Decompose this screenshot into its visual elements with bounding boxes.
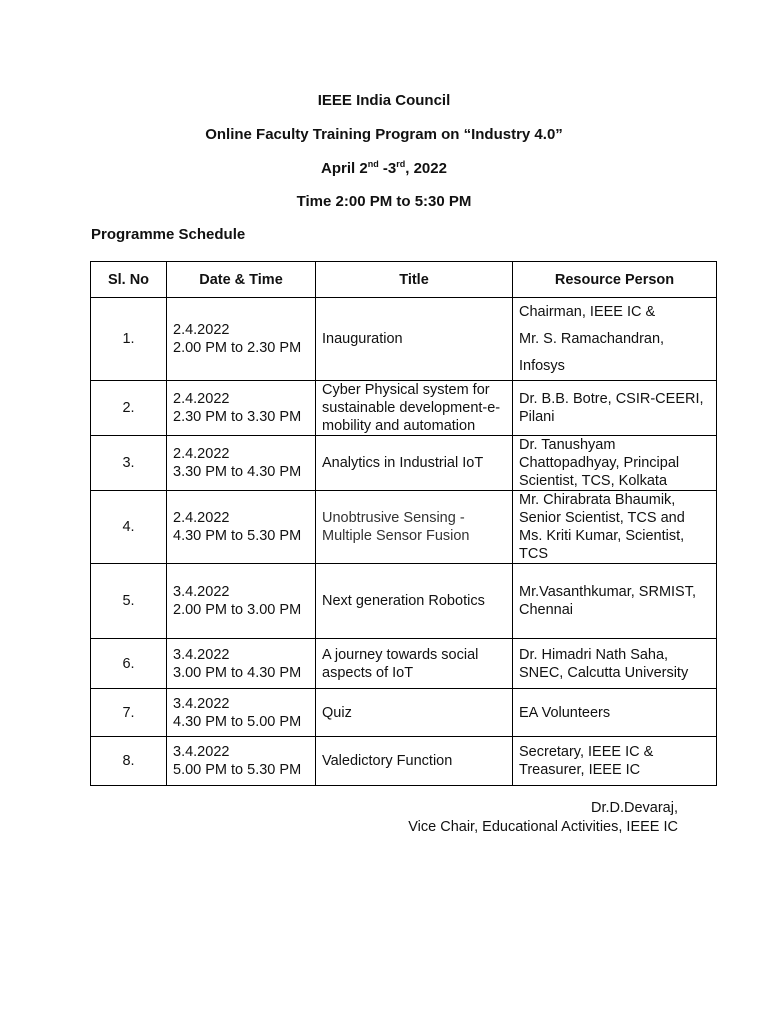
table-header-row bbox=[91, 262, 717, 298]
row-time: 2.00 PM to 3.00 PM bbox=[173, 602, 302, 618]
table-row bbox=[91, 689, 717, 737]
row-number: 5. bbox=[91, 564, 167, 639]
date-sup-2: rd bbox=[396, 159, 406, 169]
row-number: 4. bbox=[91, 491, 167, 564]
signatory-role: Vice Chair, Educational Activities, IEEE IC bbox=[408, 819, 678, 835]
table-row bbox=[91, 639, 717, 689]
row-resource-person: Mr.Vasanthkumar, SRMIST, Chennai bbox=[513, 564, 717, 639]
row-date-time bbox=[167, 689, 316, 737]
table-row bbox=[91, 491, 717, 564]
row-title: Unobtrusive Sensing - Multiple Sensor Fusion bbox=[316, 491, 513, 564]
row-number: 8. bbox=[91, 737, 167, 786]
row-number: 7. bbox=[91, 689, 167, 737]
row-date: 2.4.2022 bbox=[173, 391, 230, 407]
row-resource-person: Dr. Himadri Nath Saha, SNEC, Calcutta University bbox=[513, 639, 717, 689]
col-header-title: Title bbox=[316, 262, 513, 298]
row-resource-person: Dr. B.B. Botre, CSIR-CEERI, Pilani bbox=[513, 381, 717, 436]
date-suffix: , 2022 bbox=[405, 160, 447, 177]
row-title: Valedictory Function bbox=[316, 737, 513, 786]
row-title: Quiz bbox=[316, 689, 513, 737]
row-number: 3. bbox=[91, 436, 167, 491]
row-title: Cyber Physical system for sustainable development-e-mobility and automation bbox=[316, 381, 513, 436]
table-row bbox=[91, 436, 717, 491]
row-date: 2.4.2022 bbox=[173, 510, 230, 526]
table-row bbox=[91, 381, 717, 436]
row-time: 2.00 PM to 2.30 PM bbox=[173, 340, 302, 356]
row-time: 3.00 PM to 4.30 PM bbox=[173, 664, 302, 681]
row-time: 2.30 PM to 3.30 PM bbox=[173, 409, 302, 425]
row-date-time bbox=[167, 491, 316, 564]
row-date: 3.4.2022 bbox=[173, 744, 230, 760]
schedule-label: Programme Schedule bbox=[91, 226, 246, 243]
row-date: 3.4.2022 bbox=[173, 695, 230, 712]
resource-person-line: Mr. S. Ramachandran, bbox=[519, 330, 665, 347]
row-number: 6. bbox=[91, 639, 167, 689]
row-date: 2.4.2022 bbox=[173, 446, 230, 462]
row-resource-person: Secretary, IEEE IC & Treasurer, IEEE IC bbox=[513, 737, 717, 786]
row-resource-person: Mr. Chirabrata Bhaumik, Senior Scientist, TCS and Ms. Kriti Kumar, Scientist, TCS bbox=[513, 491, 717, 564]
row-number: 2. bbox=[91, 381, 167, 436]
row-date-time bbox=[167, 298, 316, 381]
row-resource-person bbox=[513, 298, 717, 381]
table-row bbox=[91, 737, 717, 786]
resource-person-line: Infosys bbox=[519, 357, 565, 374]
row-date: 2.4.2022 bbox=[173, 322, 230, 338]
row-date-time bbox=[167, 381, 316, 436]
signatory-name: Dr.D.Devaraj, bbox=[590, 800, 678, 816]
row-time: 3.30 PM to 4.30 PM bbox=[173, 464, 302, 480]
col-header-sl-no: Sl. No bbox=[91, 262, 167, 298]
table-row bbox=[91, 564, 717, 639]
row-date-time bbox=[167, 436, 316, 491]
date-sup-1: nd bbox=[367, 159, 379, 169]
program-title: Online Faculty Training Program on “Industry 4.0” bbox=[205, 126, 563, 143]
row-title: Analytics in Industrial IoT bbox=[316, 436, 513, 491]
row-title: A journey towards social aspects of IoT bbox=[316, 639, 513, 689]
row-time: 4.30 PM to 5.30 PM bbox=[173, 528, 302, 544]
row-time: 4.30 PM to 5.00 PM bbox=[173, 713, 302, 730]
row-date-time bbox=[167, 639, 316, 689]
date-prefix: April 2 bbox=[321, 160, 368, 177]
row-time: 5.00 PM to 5.30 PM bbox=[173, 762, 302, 778]
row-date: 3.4.2022 bbox=[173, 584, 230, 600]
date-mid: -3 bbox=[378, 160, 397, 177]
row-title: Inauguration bbox=[316, 298, 513, 381]
program-time: Time 2:00 PM to 5:30 PM bbox=[296, 193, 472, 210]
col-header-resource-person: Resource Person bbox=[513, 262, 717, 298]
row-date-time bbox=[167, 564, 316, 639]
schedule-table bbox=[90, 261, 717, 786]
col-header-date-time: Date & Time bbox=[167, 262, 316, 298]
row-date: 3.4.2022 bbox=[173, 646, 230, 663]
resource-person-line: Chairman, IEEE IC & bbox=[519, 303, 656, 320]
program-dates bbox=[0, 160, 768, 178]
org-title: IEEE India Council bbox=[317, 92, 451, 109]
row-date-time bbox=[167, 737, 316, 786]
row-resource-person: Dr. Tanushyam Chattopadhyay, Principal Scientist, TCS, Kolkata bbox=[513, 436, 717, 491]
row-number: 1. bbox=[91, 298, 167, 381]
table-row bbox=[91, 298, 717, 381]
row-title: Next generation Robotics bbox=[316, 564, 513, 639]
row-resource-person: EA Volunteers bbox=[513, 689, 717, 737]
